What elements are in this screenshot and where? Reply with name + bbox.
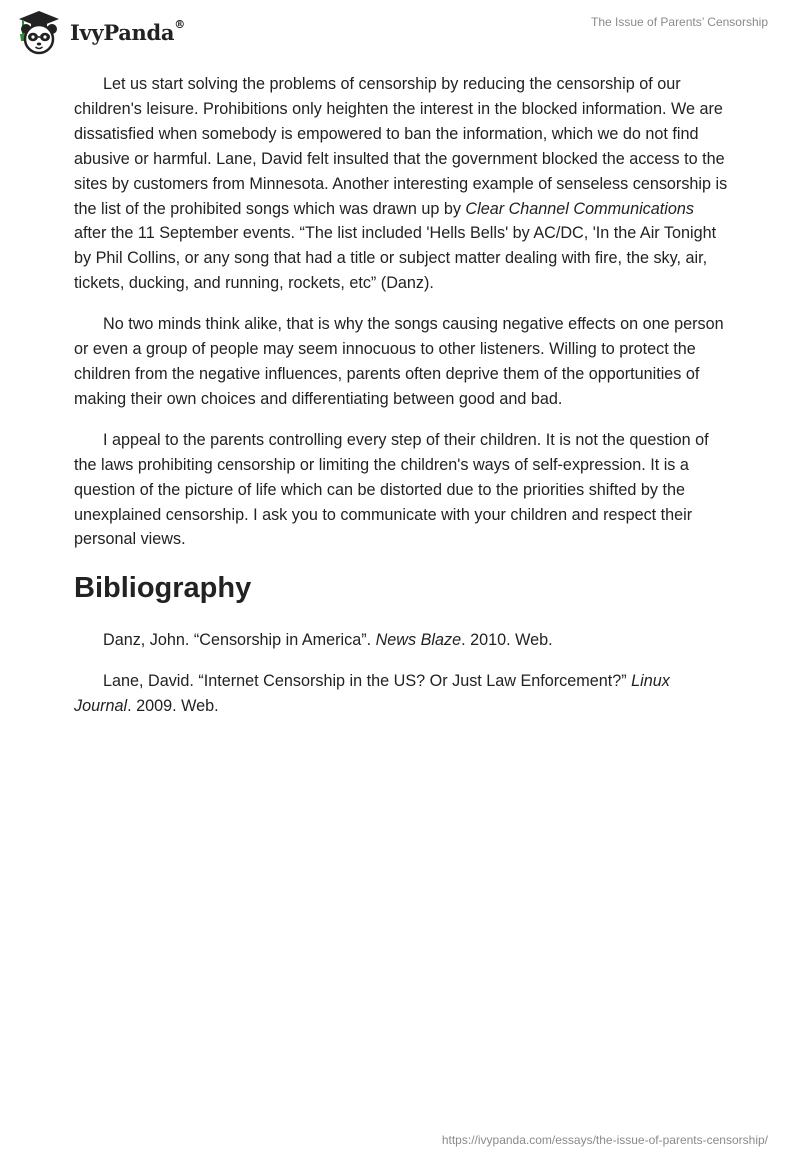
panda-graduate-icon [14,8,64,56]
source-url-link[interactable]: https://ivypanda.com/essays/the-issue-of-parents-censorship/ [441,1133,768,1147]
paragraph-appeal-parents: I appeal to the parents controlling every step of their children. It is not the question of the laws prohibiting censorship or limiting the children's ways of self-expression. It is a question of the picture of life which can be distorted due to the priorities shifted by the unexplained censorship. I ask you to communicate with your children and respect their personal views. [74,430,709,549]
ivypanda-logo[interactable] [14,8,185,56]
bibliography-entry: Lane, David. “Internet Censorship in the US? Or Just Law Enforcement?” Linux Journal. 2009. Web. [74,672,670,716]
logo-wordmark: IvyPanda® [70,17,185,45]
bibliography-heading: Bibliography [74,572,252,605]
document-title: The Issue of Parents’ Censorship [591,15,768,29]
essay-content [74,72,728,735]
paragraph-censorship-leisure: Let us start solving the problems of censorship by reducing the censorship of our children's leisure. Prohibitions only heighten the interest in the blocked information. We are dissatisfied when somebody is empowered to ban the information, which we do not find abusive or harmful. Lane, David felt insulted that the government blocked the access to the sites by customers from Minnesota. Another interesting example of senseless censorship is the list of the prohibited songs which was drawn up by Clear Channel Communications after the 11 September events. “The list included 'Hells Bells' by AC/DC, 'In the Air Tonight by Phil Collins, or any song that had a title or subject matter dealing with fire, the sky, air, tickets, ducking, and running, rockets, etc” (Danz). [74,75,728,293]
page-header [0,0,800,60]
paragraph-minds-alike: No two minds think alike, that is why the songs causing negative effects on one person or even a group of people may seem innocuous to other listeners. Willing to protect the children from the negative influences, parents often deprive them of the opportunities of making their own choices and differentiating between good and bad. [74,315,724,408]
bibliography-entry: Danz, John. “Censorship in America”. News Blaze. 2010. Web. [103,631,553,650]
